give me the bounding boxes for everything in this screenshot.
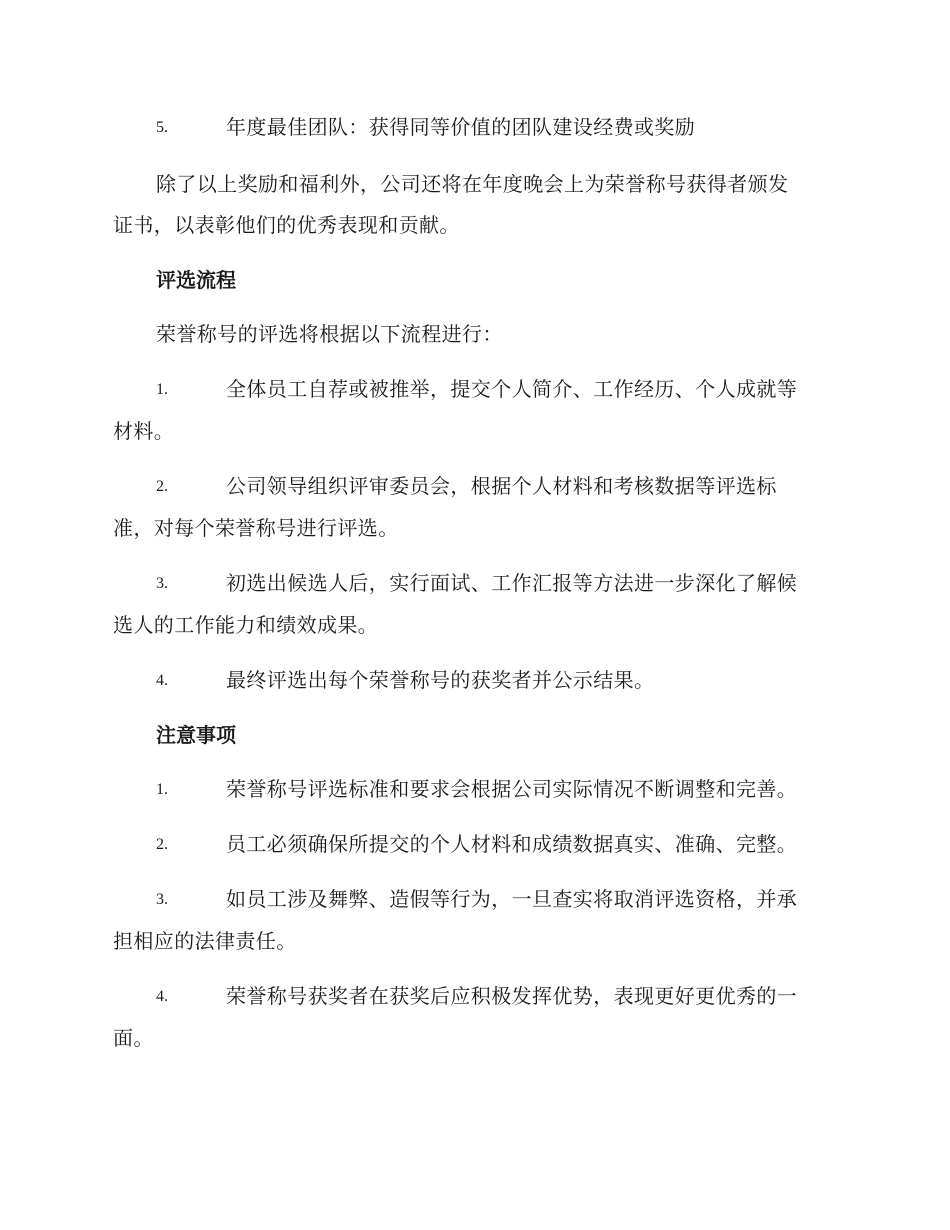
section-heading: 评选流程 <box>156 268 236 292</box>
list-item-text: 准，对每个荣誉称号进行评选。 <box>113 516 399 540</box>
list-item-number: 3. <box>156 575 168 592</box>
list-item-text: 选人的工作能力和绩效成果。 <box>113 613 379 637</box>
list-item-number: 4. <box>156 988 168 1005</box>
list-item-number: 1. <box>156 381 168 398</box>
list-item-number: 2. <box>156 478 168 495</box>
list-item-text: 材料。 <box>113 419 175 443</box>
list-item-number: 2. <box>156 836 168 853</box>
list-item-number: 3. <box>156 891 168 908</box>
list-item-text: 最终评选出每个荣誉称号的获奖者并公示结果。 <box>226 668 655 692</box>
list-item-text: 员工必须确保所提交的个人材料和成绩数据真实、准确、完整。 <box>226 832 798 856</box>
list-item-text: 公司领导组织评审委员会，根据个人材料和考核数据等评选标 <box>226 474 777 498</box>
list-item-text: 如员工涉及舞弊、造假等行为，一旦查实将取消评选资格，并承 <box>226 887 798 911</box>
list-item-text: 全体员工自荐或被推举，提交个人简介、工作经历、个人成就等 <box>226 377 798 401</box>
list-item-text: 面。 <box>113 1026 154 1050</box>
paragraph-line: 除了以上奖励和福利外，公司还将在年度晚会上为荣誉称号获得者颁发 <box>156 172 789 196</box>
list-item-number: 4. <box>156 672 168 689</box>
section-heading: 注意事项 <box>156 723 236 747</box>
list-item-text: 初选出候选人后，实行面试、工作汇报等方法进一步深化了解候 <box>226 571 798 595</box>
list-item-number: 5. <box>156 119 168 136</box>
list-item-text: 担相应的法律责任。 <box>113 929 297 953</box>
list-item-text: 荣誉称号获奖者在获奖后应积极发挥优势，表现更好更优秀的一 <box>226 984 798 1008</box>
paragraph-line: 证书，以表彰他们的优秀表现和贡献。 <box>113 213 460 237</box>
list-item-text: 年度最佳团队：获得同等价值的团队建设经费或奖励 <box>226 115 696 139</box>
list-item-text: 荣誉称号评选标准和要求会根据公司实际情况不断调整和完善。 <box>226 777 798 801</box>
list-item-number: 1. <box>156 781 168 798</box>
section-intro: 荣誉称号的评选将根据以下流程进行： <box>156 322 503 346</box>
